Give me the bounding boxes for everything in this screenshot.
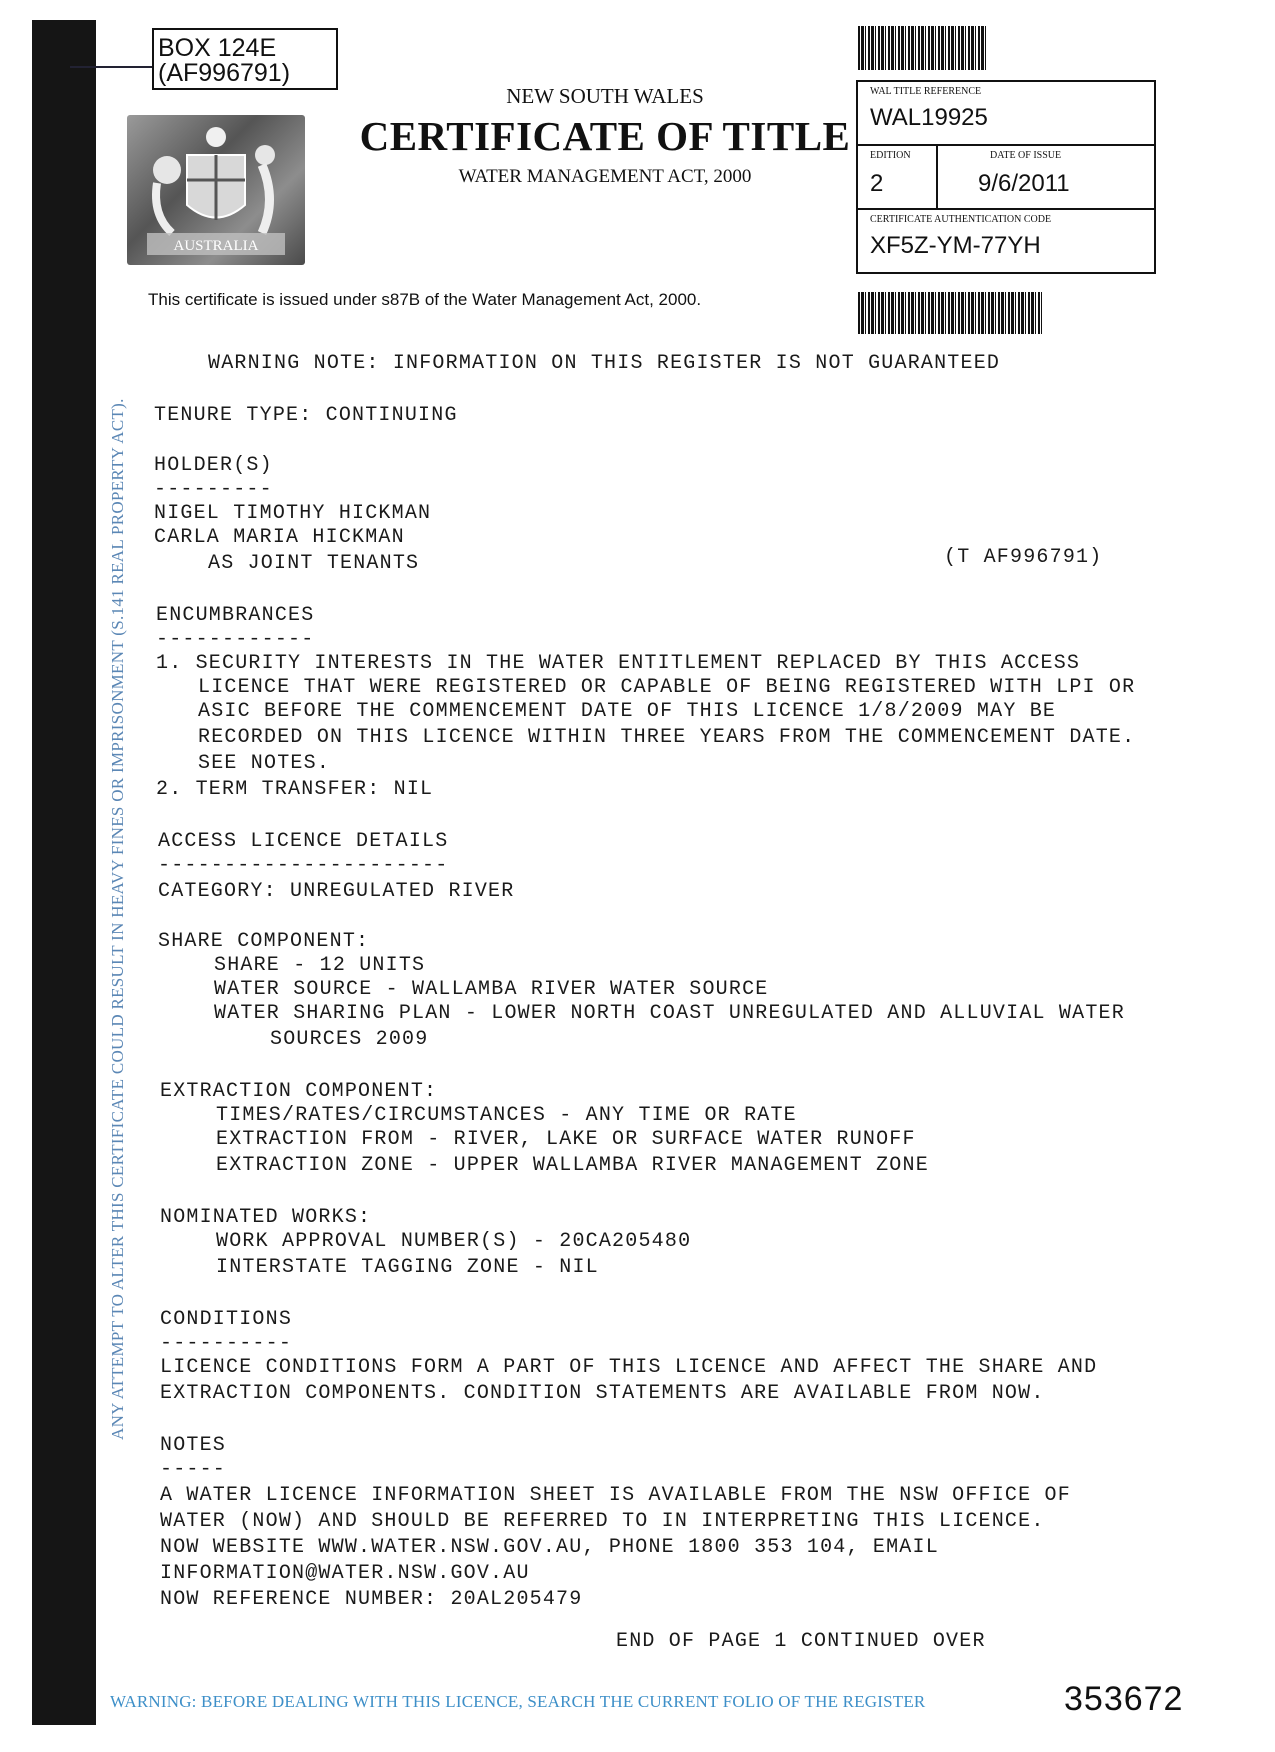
holder-name: NIGEL TIMOTHY HICKMAN (154, 502, 432, 525)
nominated-works-heading: NOMINATED WORKS: (160, 1206, 372, 1229)
conditions-heading: CONDITIONS (160, 1308, 293, 1331)
wal-reference-value: WAL19925 (870, 104, 988, 131)
access-licence-heading: ACCESS LICENCE DETAILS (158, 830, 449, 853)
conditions-text: EXTRACTION COMPONENTS. CONDITION STATEMENTS ARE AVAILABLE FROM NOW. (160, 1382, 1045, 1405)
pointer-line (70, 66, 152, 68)
edition-label: EDITION (870, 150, 911, 161)
holder-name: CARLA MARIA HICKMAN (154, 526, 405, 549)
binding-edge-bar (32, 20, 96, 1725)
bottom-warning: WARNING: BEFORE DEALING WITH THIS LICENCE, SEARCH THE CURRENT FOLIO OF THE REGISTER (110, 1692, 926, 1711)
holders-heading: HOLDER(S) (154, 454, 273, 477)
notes-text: A WATER LICENCE INFORMATION SHEET IS AVAILABLE FROM THE NSW OFFICE OF (160, 1484, 1071, 1507)
edition-value: 2 (870, 170, 884, 197)
wal-reference-row (858, 82, 1154, 146)
warning-note: WARNING NOTE: INFORMATION ON THIS REGISTER IS NOT GUARANTEED (208, 352, 1001, 375)
share-units: SHARE - 12 UNITS (214, 954, 426, 977)
box-reference-line1: BOX 124E (158, 34, 277, 62)
encumbrance-line: LICENCE THAT WERE REGISTERED OR CAPABLE OF BEING REGISTERED WITH LPI OR (198, 676, 1136, 699)
tagging-zone: INTERSTATE TAGGING ZONE - NIL (216, 1256, 599, 1279)
extraction-from: EXTRACTION FROM - RIVER, LAKE OR SURFACE WATER RUNOFF (216, 1128, 916, 1151)
encumbrance-line: SEE NOTES. (198, 752, 331, 775)
extraction-heading: EXTRACTION COMPONENT: (160, 1080, 438, 1103)
encumbrance-line: ASIC BEFORE THE COMMENCEMENT DATE OF THIS LICENCE 1/8/2009 MAY BE (198, 700, 1057, 723)
barcode-bottom (858, 292, 1042, 334)
tenure-type: TENURE TYPE: CONTINUING (154, 404, 458, 427)
notes-heading: NOTES (160, 1434, 227, 1457)
conditions-rule: ---------- (160, 1332, 293, 1355)
water-sharing-plan-cont: SOURCES 2009 (270, 1028, 429, 1051)
auth-code-value: XF5Z-YM-77YH (870, 232, 1041, 259)
notes-text: NOW WEBSITE WWW.WATER.NSW.GOV.AU, PHONE 1800 353 104, EMAIL (160, 1536, 939, 1559)
extraction-times: TIMES/RATES/CIRCUMSTANCES - ANY TIME OR RATE (216, 1104, 797, 1127)
box-reference (152, 28, 338, 90)
wal-reference-label: WAL TITLE REFERENCE (870, 86, 982, 97)
edition-date-row (858, 146, 1154, 210)
coat-of-arms-icon (127, 115, 305, 265)
access-licence-rule: ---------------------- (158, 854, 449, 877)
vertical-warning: ANY ATTEMPT TO ALTER THIS CERTIFICATE COULD RESULT IN HEAVY FINES OR IMPRISONMENT (S.141 REAL PROPERTY ACT). (108, 398, 127, 1440)
title-reference-box (856, 80, 1156, 274)
page-title: CERTIFICATE OF TITLE (359, 113, 851, 159)
holder-dealing-ref: (T AF996791) (944, 546, 1103, 569)
encumbrance-line: RECORDED ON THIS LICENCE WITHIN THREE YEARS FROM THE COMMENCEMENT DATE. (198, 726, 1136, 749)
holders-rule: --------- (154, 478, 273, 501)
date-of-issue-label: DATE OF ISSUE (990, 150, 1062, 161)
share-component-heading: SHARE COMPONENT: (158, 930, 370, 953)
folio-number: 353672 (1064, 1680, 1184, 1718)
encumbrances-rule: ------------ (156, 628, 315, 651)
extraction-zone: EXTRACTION ZONE - UPPER WALLAMBA RIVER MANAGEMENT ZONE (216, 1154, 929, 1177)
coat-of-arms-emblem (127, 115, 305, 265)
encumbrance-line: 2. TERM TRANSFER: NIL (156, 778, 434, 801)
work-approval: WORK APPROVAL NUMBER(S) - 20CA205480 (216, 1230, 692, 1253)
water-source: WATER SOURCE - WALLAMBA RIVER WATER SOURCE (214, 978, 769, 1001)
barcode-top (858, 26, 988, 70)
state-heading: NEW SOUTH WALES (506, 84, 704, 108)
notes-email: INFORMATION@WATER.NSW.GOV.AU (160, 1562, 530, 1585)
holder-tenancy: AS JOINT TENANTS (208, 552, 420, 575)
water-sharing-plan: WATER SHARING PLAN - LOWER NORTH COAST UNREGULATED AND ALLUVIAL WATER (214, 1002, 1125, 1025)
encumbrance-line: 1. SECURITY INTERESTS IN THE WATER ENTITLEMENT REPLACED BY THIS ACCESS (156, 652, 1081, 675)
conditions-text: LICENCE CONDITIONS FORM A PART OF THIS LICENCE AND AFFECT THE SHARE AND (160, 1356, 1098, 1379)
notes-text: WATER (NOW) AND SHOULD BE REFERRED TO IN INTERPRETING THIS LICENCE. (160, 1510, 1045, 1533)
emblem-scroll-text: AUSTRALIA (173, 238, 259, 254)
auth-code-label: CERTIFICATE AUTHENTICATION CODE (870, 214, 1052, 225)
notes-rule: ----- (160, 1458, 227, 1481)
act-subtitle: WATER MANAGEMENT ACT, 2000 (458, 166, 752, 187)
notes-reference-number: NOW REFERENCE NUMBER: 20AL205479 (160, 1588, 583, 1611)
encumbrances-heading: ENCUMBRANCES (156, 604, 315, 627)
date-of-issue-value: 9/6/2011 (978, 170, 1070, 197)
edition-cell (858, 146, 938, 208)
end-of-page: END OF PAGE 1 CONTINUED OVER (616, 1630, 986, 1653)
auth-code-row (858, 210, 1154, 272)
box-reference-line2: (AF996791) (158, 59, 291, 87)
category: CATEGORY: UNREGULATED RIVER (158, 880, 515, 903)
issued-under-statement: This certificate is issued under s87B of the Water Management Act, 2000. (148, 290, 702, 309)
